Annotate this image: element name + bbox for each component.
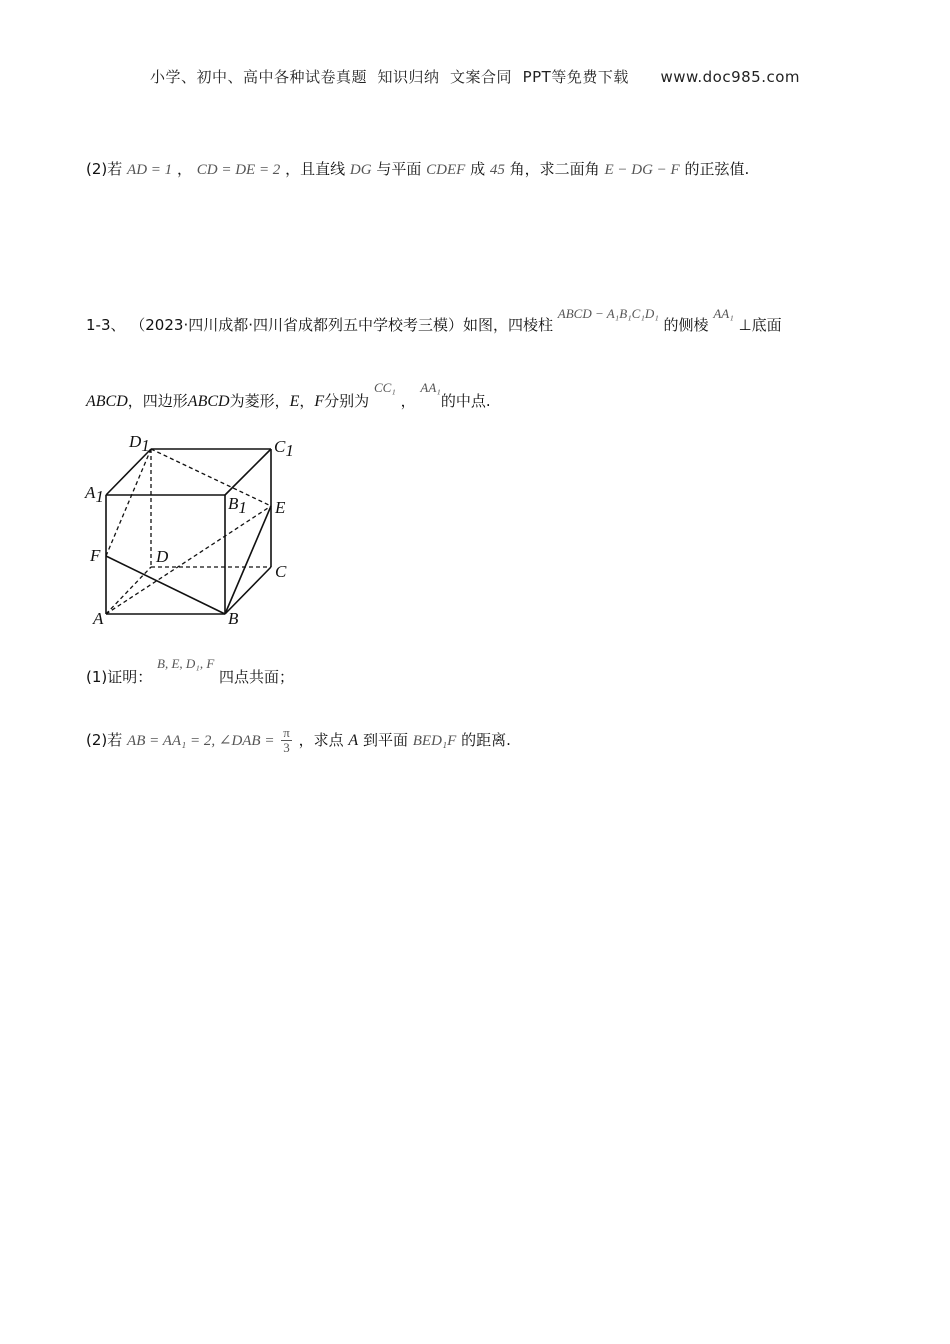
math-condition: AB = AA₁ = 2, ∠DAB = (127, 733, 275, 749)
segment-d1-e (151, 449, 271, 506)
part1: (1)证明： B, E, D₁, F 四点共面； (86, 656, 295, 686)
edge-a1-d1 (106, 449, 151, 495)
label-a: A (93, 609, 104, 628)
segment-d1-f (106, 449, 151, 556)
math-dg: DG (349, 162, 372, 178)
math-dihedral: E − DG − F (604, 162, 680, 178)
math-fraction: $\frac{\pi}{3}$ (283, 725, 290, 755)
question-prev-part2: (2)若 AD = 1 ， CD = DE = 2 ，且直线 DG 与平面 CDEF 成 45 角，求二面角 E − DG − F 的正弦值. (86, 160, 750, 178)
label-f: F (90, 546, 101, 565)
question-1-3-line2: ABCD，四边形ABCD为菱形，E，F分别为 CC₁ ， AA₁的中点. (86, 380, 491, 410)
math-point-a: A (348, 732, 359, 749)
math-aa1: AA₁ (420, 380, 441, 395)
label-d1: D1 (129, 432, 150, 455)
label-a1: A1 (85, 483, 104, 506)
edge-b-c (225, 567, 271, 614)
page-header: 小学、初中、高中各种试卷真题 知识归纳 文案合同 PPT等免费下载 www.doc985.com (149, 68, 801, 86)
math-points: B, E, D₁, F (157, 656, 215, 671)
math-ad: AD = 1 (127, 162, 173, 178)
label-d: D (156, 547, 169, 566)
segment-a-e (106, 506, 271, 614)
label-b1: B1 (228, 494, 247, 517)
part1-label: (1)证明： (86, 668, 153, 686)
part2: (2)若 AB = AA₁ = 2, ∠DAB = $\frac{\pi}{3}$ ，求点 A 到平面 BED₁F 的距离. (86, 725, 511, 755)
part2-label: (2)若 (86, 731, 123, 749)
math-prism: ABCD − A₁B₁C₁D₁ (557, 306, 659, 321)
label-b: B (228, 609, 239, 628)
label-c: C (275, 562, 287, 581)
math-cc1: CC₁ (373, 380, 396, 395)
question-prefix: 1-3、 （2023·四川成都·四川省成都列五中学校考三模）如图，四棱柱 (86, 316, 553, 334)
edge-b1-c1 (225, 449, 271, 495)
segment-b-e (225, 506, 271, 614)
math-edge-aa1: AA₁ (713, 306, 734, 321)
prism-figure (80, 425, 310, 635)
math-plane: BED₁F (412, 733, 457, 749)
label-c1: C1 (274, 437, 294, 460)
math-cd-de: CD = DE = 2 (196, 162, 281, 178)
math-cdef: CDEF (426, 162, 466, 178)
question-1-3-line1: 1-3、 （2023·四川成都·四川省成都列五中学校考三模）如图，四棱柱 ABCD − A₁B₁C₁D₁ 的侧棱 AA₁ ⊥底面 (86, 306, 782, 334)
part-label: (2)若 (86, 160, 123, 178)
math-45: 45 (489, 162, 505, 178)
label-e: E (275, 498, 286, 517)
